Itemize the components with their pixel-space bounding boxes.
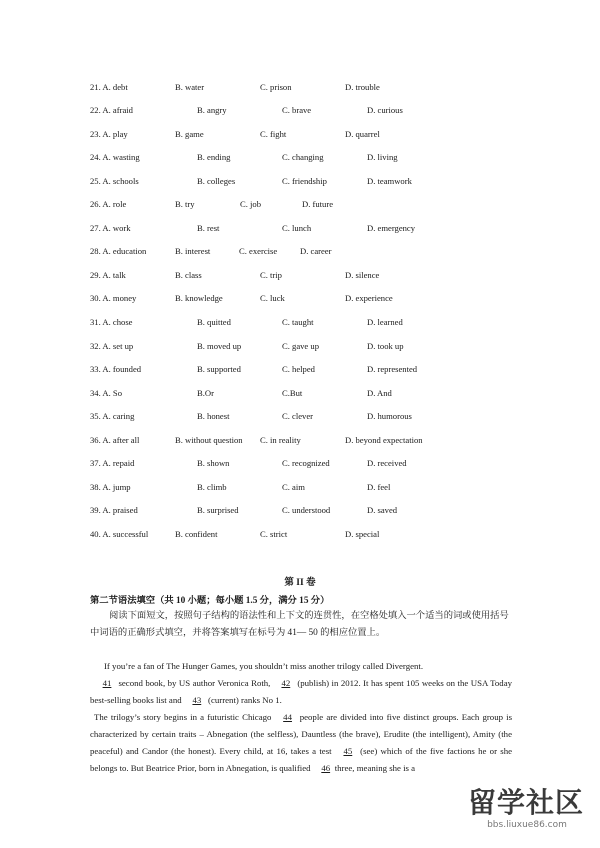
option-c: C. lunch bbox=[282, 223, 312, 233]
option-c: C. trip bbox=[260, 270, 282, 280]
option-b: B. colleges bbox=[197, 176, 236, 186]
question-row bbox=[0, 150, 600, 164]
option-d: D. received bbox=[367, 458, 407, 468]
option-a: 38. A. jump bbox=[90, 482, 131, 492]
watermark-logo bbox=[468, 786, 586, 844]
option-a: 26. A. role bbox=[90, 199, 127, 209]
passage-text: people are divided into five distinct groups. Each group is characterized by certain traits – Abnegation (the selfless), Dauntless (the brave), Erudite (the intelligent), Amity (the peaceful) and Candor (the honest). Every child, at 16, takes a test bbox=[90, 712, 513, 756]
option-c: C. luck bbox=[260, 293, 285, 303]
option-a: 30. A. money bbox=[90, 293, 137, 303]
option-d: D. living bbox=[367, 152, 398, 162]
option-c: C. in reality bbox=[260, 435, 301, 445]
option-b: B. water bbox=[175, 82, 205, 92]
option-b: B. game bbox=[175, 129, 204, 139]
option-d: D. quarrel bbox=[345, 129, 380, 139]
option-d: D. experience bbox=[345, 293, 393, 303]
option-a: 40. A. successful bbox=[90, 529, 149, 539]
option-c: C. strict bbox=[260, 529, 288, 539]
option-b: B. class bbox=[175, 270, 202, 280]
option-d: D. And bbox=[367, 388, 392, 398]
option-d: D. career bbox=[300, 246, 332, 256]
blank-43: 43 bbox=[192, 695, 202, 705]
question-row bbox=[0, 339, 600, 353]
option-c: C. prison bbox=[260, 82, 292, 92]
option-a: 31. A. chose bbox=[90, 317, 133, 327]
question-row bbox=[0, 291, 600, 305]
option-c: C. recognized bbox=[282, 458, 330, 468]
section-instructions: 阅读下面短文，按照句子结构的语法性和上下文的连贯性，在空格处填入一个适当的词或使用括号中词语的正确形式填空，并将答案填写在标号为 41— 50 的相应位置上。 bbox=[90, 611, 509, 638]
option-d: D. learned bbox=[367, 317, 403, 327]
option-a: 34. A. So bbox=[90, 388, 122, 398]
option-d: D. saved bbox=[367, 505, 398, 515]
passage-paragraph-3 bbox=[90, 709, 512, 777]
passage-text: second book, by US author Veronica Roth, bbox=[118, 678, 271, 688]
question-row bbox=[0, 244, 600, 258]
option-b: B. ending bbox=[197, 152, 231, 162]
option-b: B. confident bbox=[175, 529, 218, 539]
option-c: C.But bbox=[282, 388, 303, 398]
blank-45: 45 bbox=[343, 746, 353, 756]
option-a: 36. A. after all bbox=[90, 435, 140, 445]
option-a: 25. A. schools bbox=[90, 176, 139, 186]
option-c: C. fight bbox=[260, 129, 287, 139]
passage-text: The trilogy’s story begins in a futuristic Chicago bbox=[94, 712, 272, 722]
option-b: B. knowledge bbox=[175, 293, 223, 303]
question-row bbox=[0, 80, 600, 94]
blank-44: 44 bbox=[283, 712, 292, 722]
question-row bbox=[0, 386, 600, 400]
option-b: B. moved up bbox=[197, 341, 242, 351]
option-a: 39. A. praised bbox=[90, 505, 138, 515]
passage-text: (see) which of the five factions he or she belongs to. But Beatrice Prior, born in Abnegation, is qualified bbox=[90, 746, 513, 773]
option-a: 21. A. debt bbox=[90, 82, 128, 92]
section-title: 第 II 卷 bbox=[284, 578, 316, 588]
option-b: B. without question bbox=[175, 435, 243, 445]
passage-text: (current) ranks No 1. bbox=[208, 695, 282, 705]
option-b: B. shown bbox=[197, 458, 230, 468]
option-a: 24. A. wasting bbox=[90, 152, 140, 162]
option-c: C. taught bbox=[282, 317, 314, 327]
option-c: C. understood bbox=[282, 505, 331, 515]
blank-46: 46 bbox=[321, 763, 331, 773]
question-row bbox=[0, 221, 600, 235]
option-b: B. honest bbox=[197, 411, 230, 421]
option-a: 32. A. set up bbox=[90, 341, 134, 351]
option-a: 35. A. caring bbox=[90, 411, 135, 421]
blank-41: 41 bbox=[102, 678, 112, 688]
question-row bbox=[0, 480, 600, 494]
question-row bbox=[0, 503, 600, 517]
watermark-url: bbs.liuxue86.com bbox=[487, 820, 567, 830]
option-d: D. beyond expectation bbox=[345, 435, 423, 445]
passage-paragraph-2 bbox=[90, 675, 512, 709]
question-row bbox=[0, 268, 600, 282]
reading-passage bbox=[90, 658, 512, 777]
option-d: D. emergency bbox=[367, 223, 416, 233]
option-d: D. special bbox=[345, 529, 380, 539]
question-row bbox=[0, 127, 600, 141]
option-b: B. rest bbox=[197, 223, 220, 233]
option-a: 37. A. repaid bbox=[90, 458, 135, 468]
option-b: B. quitted bbox=[197, 317, 231, 327]
option-c: C. changing bbox=[282, 152, 324, 162]
option-b: B. surprised bbox=[197, 505, 239, 515]
option-b: B. angry bbox=[197, 105, 227, 115]
option-a: 29. A. talk bbox=[90, 270, 126, 280]
question-row bbox=[0, 433, 600, 447]
option-b: B. try bbox=[175, 199, 195, 209]
question-row bbox=[0, 174, 600, 188]
question-row bbox=[0, 456, 600, 470]
question-row bbox=[0, 527, 600, 541]
section-subtitle: 第二节语法填空（共 10 小题；每小题 1.5 分，满分 15 分） bbox=[90, 596, 330, 606]
passage-text: (publish) in 2012. It has spent 105 weeks on the USA Today best-selling books list and bbox=[90, 678, 513, 705]
option-c: C. exercise bbox=[239, 246, 278, 256]
option-a: 33. A. founded bbox=[90, 364, 142, 374]
option-a: 22. A. afraid bbox=[90, 105, 133, 115]
option-d: D. curious bbox=[367, 105, 403, 115]
option-a: 27. A. work bbox=[90, 223, 131, 233]
option-a: 23. A. play bbox=[90, 129, 128, 139]
option-d: D. trouble bbox=[345, 82, 380, 92]
option-d: D. humorous bbox=[367, 411, 412, 421]
option-d: D. future bbox=[302, 199, 334, 209]
question-row bbox=[0, 409, 600, 423]
option-c: C. gave up bbox=[282, 341, 319, 351]
option-c: C. clever bbox=[282, 411, 314, 421]
question-row bbox=[0, 315, 600, 329]
option-a: 28. A. education bbox=[90, 246, 147, 256]
option-c: C. job bbox=[240, 199, 262, 209]
option-c: C. aim bbox=[282, 482, 305, 492]
question-row bbox=[0, 103, 600, 117]
option-b: B.Or bbox=[197, 388, 214, 398]
option-b: B. climb bbox=[197, 482, 227, 492]
option-c: C. brave bbox=[282, 105, 312, 115]
option-b: B. interest bbox=[175, 246, 211, 256]
question-row bbox=[0, 197, 600, 211]
passage-paragraph-1: If you’re a fan of The Hunger Games, you shouldn’t miss another trilogy called Divergent. bbox=[104, 661, 424, 671]
passage-text: three, meaning she is a bbox=[334, 763, 416, 773]
option-d: D. took up bbox=[367, 341, 404, 351]
option-b: B. supported bbox=[197, 364, 241, 374]
option-c: C. helped bbox=[282, 364, 315, 374]
blank-42: 42 bbox=[281, 678, 291, 688]
option-d: D. silence bbox=[345, 270, 380, 280]
option-d: D. feel bbox=[367, 482, 391, 492]
watermark-logo-text: 留学社区 bbox=[468, 786, 585, 819]
question-row bbox=[0, 362, 600, 376]
option-d: D. teamwork bbox=[367, 176, 412, 186]
option-c: C. friendship bbox=[282, 176, 327, 186]
option-d: D. represented bbox=[367, 364, 418, 374]
